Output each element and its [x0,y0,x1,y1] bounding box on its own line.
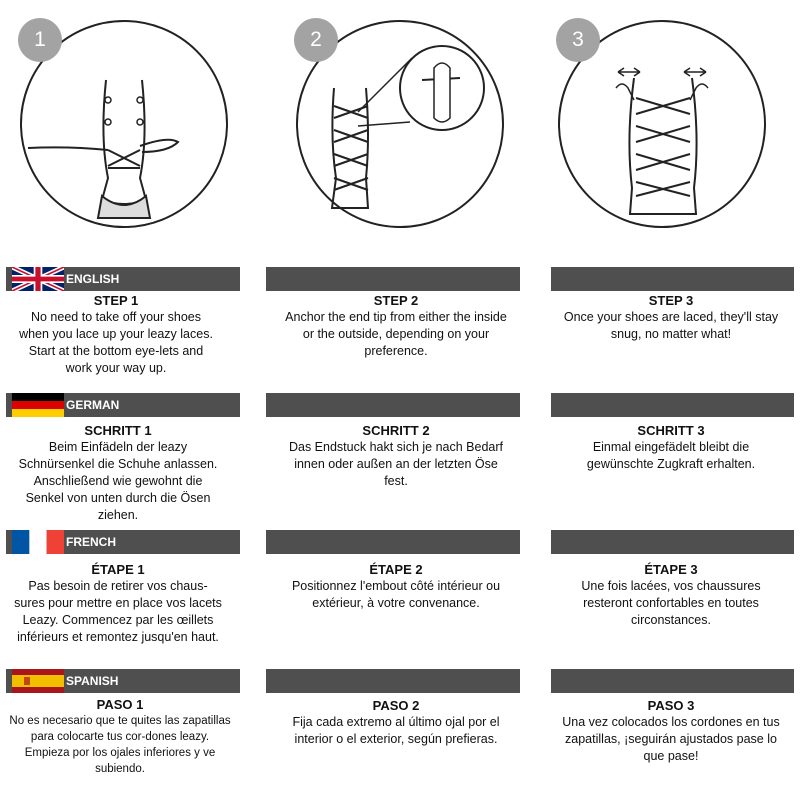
step-body: Positionnez l'embout côté intérieur ou extérieur, à votre convenance. [291,579,501,610]
step-body: Una vez colocados los cordones en tus zapatillas, ¡seguirán ajustados pase lo que pase! [562,715,780,763]
step-title: STEP 3 [648,293,694,308]
spanish-step-3 [560,697,782,765]
english-step-2 [285,292,507,360]
step-body: Anchor the end tip from either the inside or the outside, depending on your preference. [285,310,507,358]
bar-english-step-2 [266,267,520,291]
step-body: No es necesario que te quites las zapatillas para colocarte tus cor-dones leazy. Empieza por los ojales inferiores y ve subiendo. [9,715,231,775]
german-step-2 [285,422,507,490]
bar-german-step-3 [551,393,794,417]
step-title: ÉTAPE 1 [91,562,145,577]
language-label-english: ENGLISH [66,272,120,286]
english-step-3 [560,292,782,343]
step-title: STEP 2 [373,293,419,308]
french-step-3 [560,561,782,629]
spanish-step-2 [285,697,507,748]
french-step-2 [285,561,507,612]
step-title: ÉTAPE 3 [644,562,698,577]
step-title: PASO 1 [96,697,144,712]
language-bar-german [6,393,240,417]
step-title: STEP 1 [93,293,139,308]
spain-flag-icon [12,669,64,693]
language-bar-english [6,267,240,291]
step-body: Beim Einfädeln der leazy Schnürsenkel die Schuhe anlassen. Anschließend wie gewohnt die Senkel von unten durch die Ösen ziehen. [18,440,218,522]
step-title: SCHRITT 3 [637,423,705,438]
bar-german-step-2 [266,393,520,417]
bar-french-step-3 [551,530,794,554]
bar-english-step-3 [551,267,794,291]
germany-flag-icon [12,393,64,417]
step-body: Une fois lacées, vos chaussures resteront confortables en toutes circonstances. [581,579,761,627]
step-1-illustration [18,18,230,230]
bar-spanish-step-2 [266,669,520,693]
german-step-1 [14,422,222,524]
step-body: Einmal eingefädelt bleibt die gewünschte Zugkraft erhalten. [586,440,756,471]
step-2-illustration [294,18,506,230]
step-3-badge: 3 [556,18,600,62]
language-label-spanish: SPANISH [66,674,119,688]
step-title: ÉTAPE 2 [369,562,423,577]
german-step-3 [560,422,782,473]
language-bar-spanish [6,669,240,693]
france-flag-icon [12,530,64,554]
step-body: Fija cada extremo al último ojal por el interior o el exterior, según prefieras. [292,715,500,746]
spanish-step-1 [8,697,232,777]
step-title: PASO 3 [647,698,695,713]
step-2-badge: 2 [294,18,338,62]
bar-spanish-step-3 [551,669,794,693]
step-body: No need to take off your shoes when you lace up your leazy laces. Start at the bottom eye-lets and work your way up. [19,310,213,375]
step-body: Once your shoes are laced, they'll stay snug, no matter what! [563,310,779,341]
language-label-french: FRENCH [66,535,116,549]
step-title: SCHRITT 1 [84,423,152,438]
step-body: Das Endstuck hakt sich je nach Bedarf innen oder außen an der letzten Öse fest. [288,440,503,488]
french-step-1 [14,561,222,646]
bar-french-step-2 [266,530,520,554]
step-1-badge: 1 [18,18,62,62]
step-body: Pas besoin de retirer vos chaus-sures pour mettre en place vos lacets Leazy. Commencez par les œillets inférieurs et remontez jusqu'en haut. [14,579,222,644]
step-title: PASO 2 [372,698,420,713]
uk-flag-icon [12,267,64,291]
english-step-1 [18,292,214,377]
step-title: SCHRITT 2 [362,423,430,438]
language-bar-french [6,530,240,554]
step-3-illustration [556,18,768,230]
language-label-german: GERMAN [66,398,120,412]
